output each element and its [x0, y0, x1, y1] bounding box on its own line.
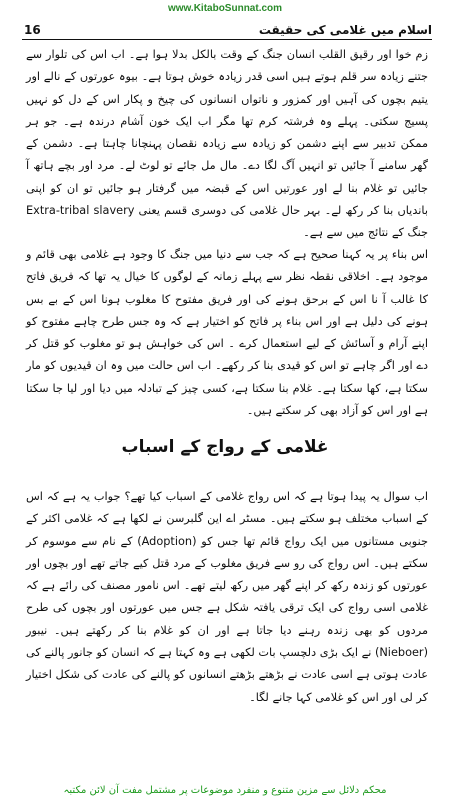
body-paragraph: اس بناء پر یہ کہنا صحیح ہے کہ جب سے دنیا میں جنگ کا وجود ہے غلامی بھی قائم و موجود ہے۔ اخلاقی نقطہ نظر سے پہلے زمانہ کے لوگوں کا خیال یہ تھا کہ فریق فاتح کا غالب آ نا اس کے برحق ہونے کی اور فریق مفتوح کا مغلوب ہونا اس کے بے بس ہونے کی دلیل ہے اور اس بناء پر فاتح کو اختیار ہے کہ وہ جس طرح چاہے مفتوح کو اپنے آرام و آسائش کے لیے استعمال کرے ۔ اس کی خواہش ہو تو مغلوب کو قتل کر دے اور اگر چاہے تو اس کو قیدی بنا کر رکھے۔ اب اس حالت میں وہ ان قیدیوں کو مار سکتا ہے، کھا سکتا ہے۔ غلام بنا سکتا ہے، کسی چیز کے تبادلہ میں دیا اور لیا جا سکتا ہے اور اس کو آزاد بھی کر سکتے ہیں۔	[26, 248, 428, 418]
page-number: 16	[24, 23, 41, 37]
running-head: اسلام میں غلامی کی حقیقت	[258, 23, 432, 37]
footer-banner: محکم دلائل سے مزین متنوع و منفرد موضوعات پر مشتمل مفت آن لائن مکتبہ	[63, 785, 387, 796]
site-url[interactable]: www.KitaboSunnat.com	[167, 3, 283, 14]
body-paragraph: زم خوا اور رقیق القلب انسان جنگ کے وقت بالکل بدلا ہوا ہے۔ اب اس کی تلوار سے جتنے زیادہ سر قلم ہوتے ہیں اسی قدر زیادہ خوش ہوتا ہے۔ بیوہ عورتوں کے نالے اور یتیم بچوں کی آہیں اور کمزور و ناتواں انسانوں کی چیخ و پکار اس کے دل کو نہیں پسیج سکتی۔ پہلے وہ فرشتہ کرم تھا مگر اب ایک خون آشام درندہ ہے۔ جو ہر ممکن تدبیر سے اپنے دشمن کو زیادہ سے زیادہ نقصان پہنچانا چاہتا ہے۔ دشمن کے گھر سامنے آ جائیں تو انہیں آگ لگا دے۔ مال مل جائے تو لوٹ لے۔ مرد اور بچے ہاتھ آ جائیں تو غلام بنا لے اور عورتیں اس کے قبضہ میں گرفتار ہو جائیں تو ان کو اپنی باندیاں بنا کر رکھ لے۔ بہر حال غلامی کی دوسری قسم یعنی Extra-tribal slavery جنگ کے نتائج میں سے ہے۔	[26, 48, 428, 240]
body-paragraph: اب سوال یہ پیدا ہوتا ہے کہ اس رواج غلامی کے اسباب کیا تھے؟ جواب یہ ہے کہ اس کے اسباب مختلف ہو سکتے ہیں۔ مسٹر اے این گلبرسن نے لکھا ہے کہ غلامی اکثر کے جنوبی مستانوں میں ایک رواج قائم تھا جس کو (Adoption) کے نام سے موسوم کر سکتے ہیں۔ اس رواج کی رو سے فریق مغلوب کے مرد قتل کیے جاتے تھے اور بچوں اور عورتوں کو زندہ رکھ کر اپنے گھر میں رکھ لیتے تھے۔ اس نامور مصنف کی رائے ہے کہ غلامی اسی رواج کی ایک ترقی یافتہ شکل ہے جس میں عورتوں اور بچوں کی طرح مردوں کو بھی زندہ رہنے دیا جاتا ہے اور ان کو غلام بنا کر رکھتے ہیں۔ نیبور (Nieboer) نے ایک بڑی دلچسپ بات لکھی ہے وہ کہتا ہے کہ انسان کو جانور پالنے کی عادت ہوتی ہے اسی عادت نے بڑھتے بڑھتے انسانوں کو پالنے کی عادت کی شکل اختیار کر لی اور اس کو غلامی کہا جانے لگا۔	[26, 490, 428, 704]
section-heading: غلامی کے رواج کے اسباب	[121, 437, 329, 457]
page-header	[22, 17, 432, 40]
